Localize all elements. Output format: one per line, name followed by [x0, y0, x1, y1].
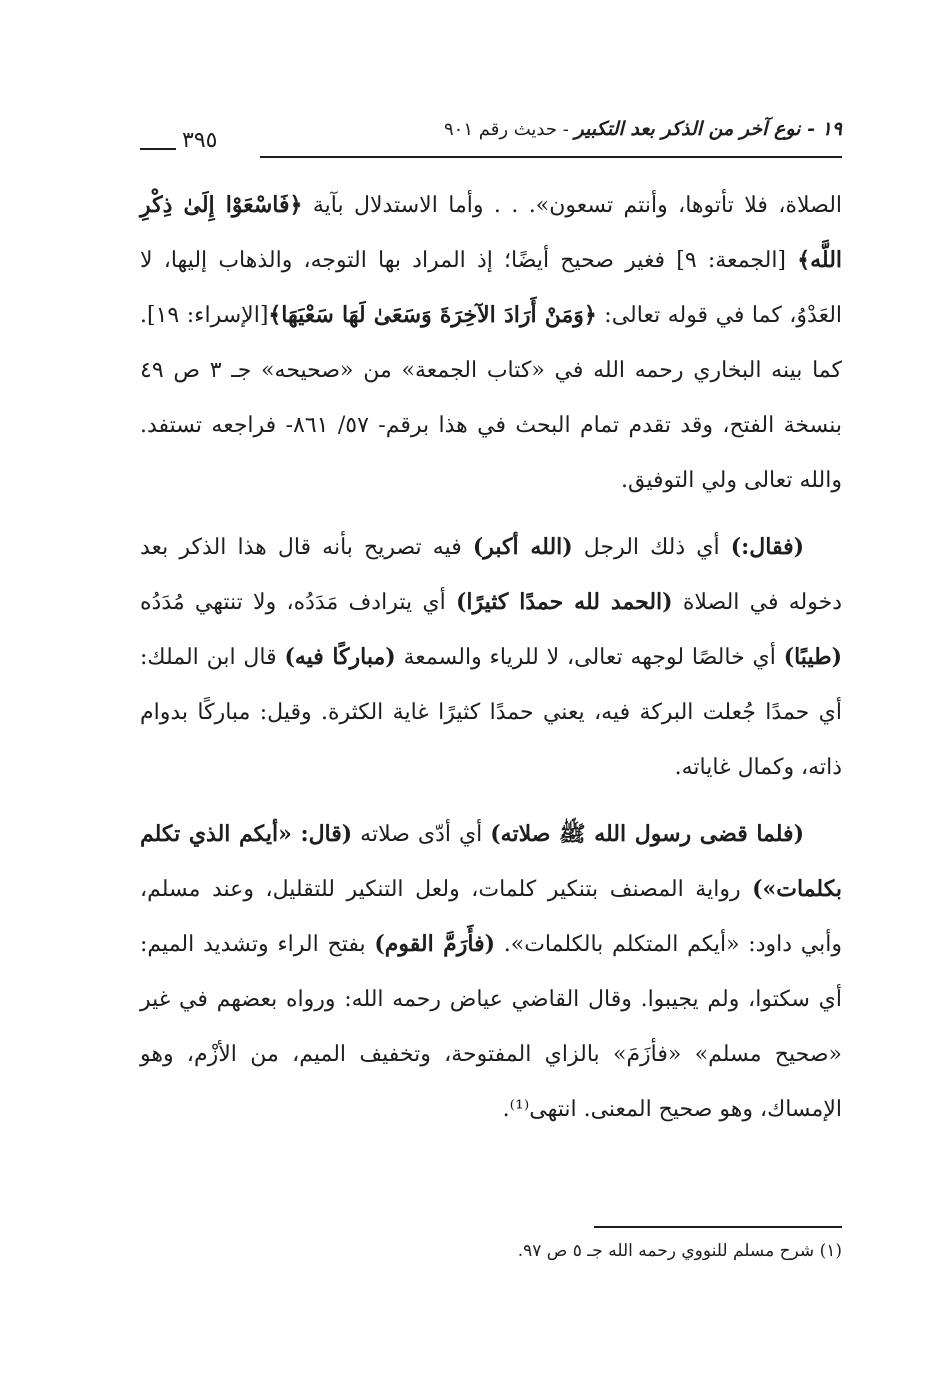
- header-rule: [260, 156, 842, 158]
- hadith-lemma: (طيبًا): [783, 644, 842, 670]
- commentary-text: رواية المصنف بتنكير كلمات، ولعل التنكير للتقليل، وعند مسلم، وأبي داود: «أيكم المتكلم بالكلمات».: [140, 877, 843, 957]
- commentary-text: أي يترادف مَدَدُه، ولا تنتهي مُدَدُه: [140, 590, 456, 615]
- quran-verse: ﴿فَاسْعَوْا إِلَىٰ ذِكْرِ اللَّه﴾: [140, 192, 843, 273]
- paragraph: [140, 807, 842, 1137]
- footnote: (١) شرح مسلم للنووي رحمه الله جـ ٥ ص ٩٧.: [517, 1241, 842, 1261]
- paragraph: [140, 520, 842, 795]
- page-number-dash: [140, 148, 176, 150]
- footnote-rule: [594, 1226, 842, 1228]
- hadith-lemma: (قال: «أيكم الذي تكلم بكلمات»): [140, 821, 842, 902]
- quran-verse: ﴿وَمَنْ أَرَادَ الآخِرَةَ وَسَعَىٰ لَهَا سَعْيَهَا﴾: [268, 302, 597, 328]
- commentary-text: الصلاة، فلا تأتوها، وأنتم تسعون». . . وأما الاستدلال بآية: [302, 193, 843, 218]
- hadith-lemma: (مباركًا فيه): [284, 644, 396, 670]
- page-number: ٣٩٥: [182, 128, 218, 153]
- commentary-text: أي خالصًا لوجهه تعالى، لا للرياء والسمعة: [395, 645, 784, 670]
- commentary-text: [الجمعة: ٩] فغير صحيح أيضًا؛ إذ المراد بها التوجه، والذهاب إليها، لا العَدْوُ، كما في قوله تعالى:: [140, 248, 843, 328]
- commentary-text: بفتح الراء وتشديد الميم: أي سكتوا، ولم يجيبوا. وقال القاضي عياض رحمه الله: ورواه بعضهم في غير «صحيح مسلم» «فأزَمَ» بالزاي المفتوحة، وتخفيف الميم، من الأزْم، وهو الإمساك، وهو صحيح المعنى. انتهى⁽¹⁾.: [140, 932, 842, 1122]
- commentary-text: أي أدّى صلاته: [352, 822, 491, 847]
- commentary-text: [الإسراء: ١٩]. كما بينه البخاري رحمه الله في «كتاب الجمعة» من «صحيحه» جـ ٣ ص ٤٩ بنسخة الفتح، وقد تقدم تمام البحث في هذا برقم- ٥٧/ ٨٦١- فراجعه تستفد. والله تعالى ولي التوفيق.: [140, 303, 843, 493]
- commentary-text: فيه تصريح بأنه قال هذا الذكر بعد دخوله في الصلاة: [140, 535, 843, 615]
- commentary-text: قال ابن الملك: أي حمدًا جُعلت البركة فيه، يعني حمدًا كثيرًا غاية الكثرة. وقيل: مباركًا بدوام ذاته، وكمال غاياته.: [140, 645, 842, 780]
- hadith-lemma: (فقال:): [730, 534, 805, 560]
- hadith-lemma: (الله أكبر): [472, 534, 573, 560]
- main-text: [140, 178, 842, 1137]
- chapter-title-text: ١٩ - نوع آخر من الذكر بعد التكبير: [574, 118, 842, 140]
- hadith-lemma: (فلما قضى رسول الله ﷺ صلاته): [490, 821, 804, 847]
- chapter-title: [444, 118, 842, 140]
- paragraph: [140, 178, 842, 508]
- commentary-text: أي ذلك الرجل: [572, 535, 731, 560]
- hadith-lemma: (فأَرَمَّ القوم): [374, 931, 495, 957]
- running-header: [140, 112, 842, 162]
- hadith-reference: - حديث رقم ٩٠١: [444, 119, 575, 140]
- hadith-lemma: (الحمد لله حمدًا كثيرًا): [455, 589, 673, 615]
